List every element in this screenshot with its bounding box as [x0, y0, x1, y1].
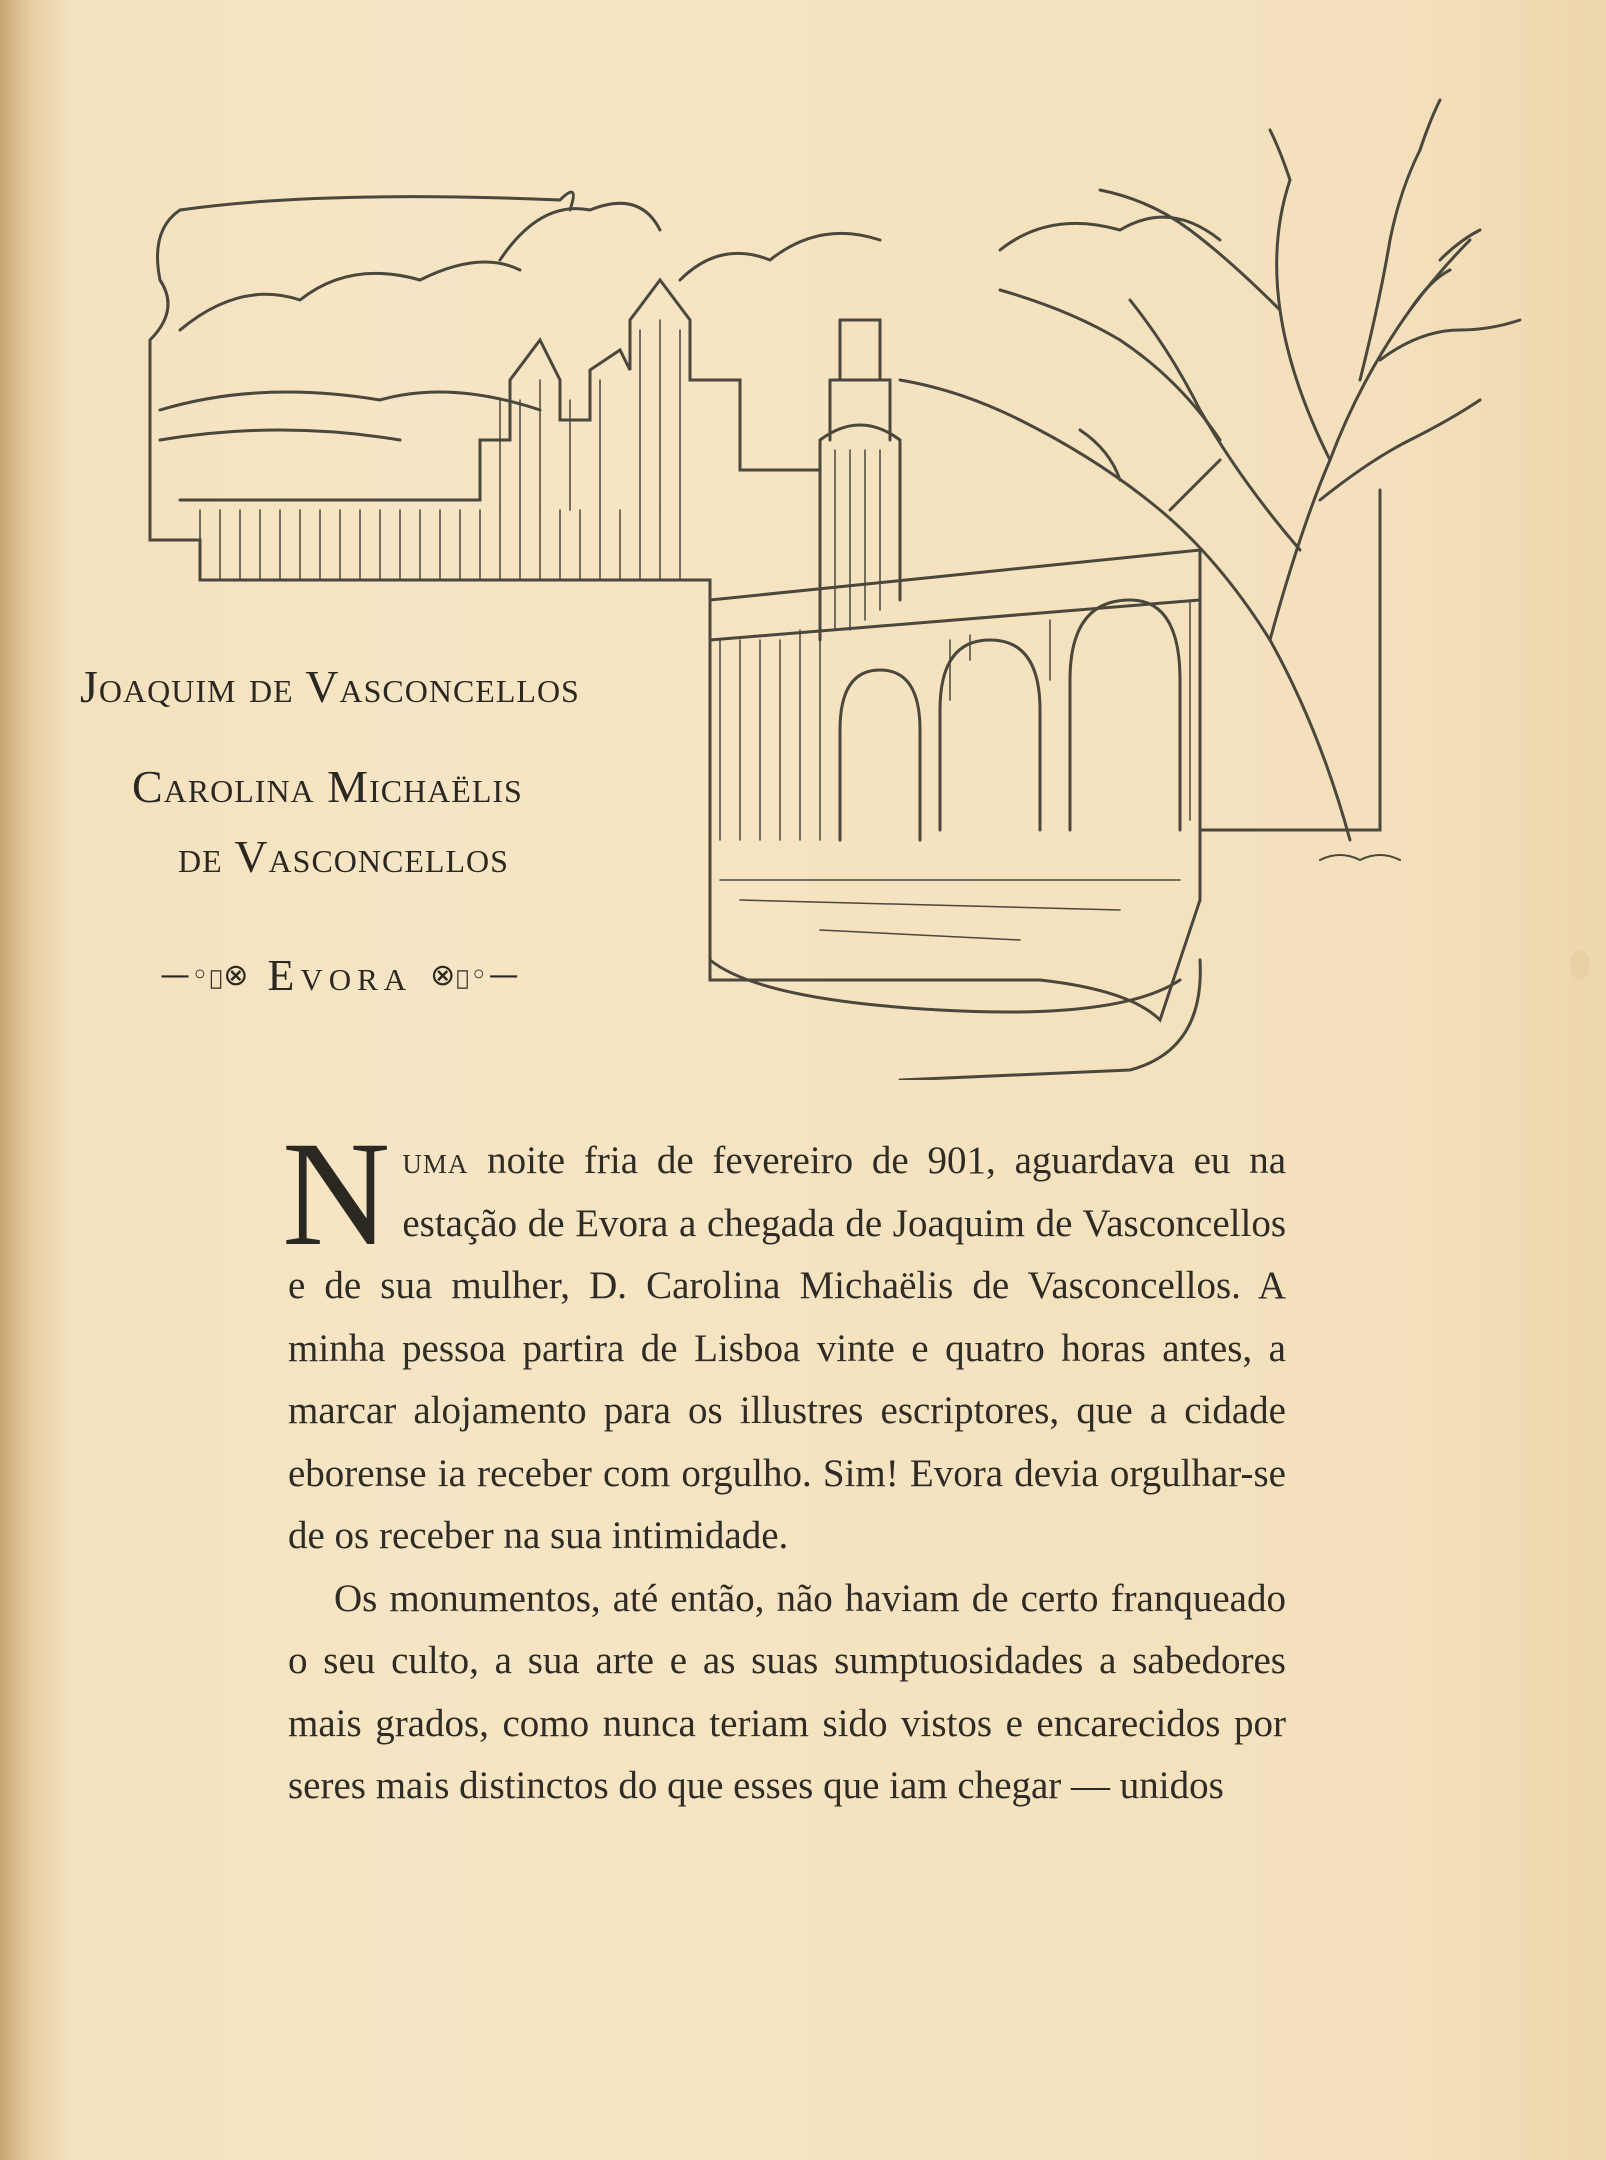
author-name-1: Joaquim de Vasconcellos: [80, 661, 580, 712]
right-flourish-icon: ⊗ი◦—: [430, 958, 520, 993]
drop-cap: N: [282, 1111, 391, 1277]
author-name-2: Carolina Michaëlis: [132, 761, 523, 812]
left-flourish-icon: —◦ა⊗: [160, 958, 250, 993]
opening-smallcaps: uma: [402, 1139, 469, 1182]
paragraph-1-text: noite fria de fevereiro de 901, aguardava eu na estação de Evora a chegada de Joaquim de Vasconcellos e de sua mulher, D. Carolina Michaëlis de Vasconcellos. A minha pessoa partira de Lisboa vinte e quatro horas antes, a marcar alojamento para os illustres escriptores, que a cidade eborense ia receber com orgulho. Sim! Evora devia orgulhar-se de os receber na sua intimidade.: [288, 1139, 1286, 1557]
paragraph-1: [282, 1111, 1286, 1568]
evora-aqueduct-engraving-icon: [120, 80, 1540, 1080]
author-name-2-cont: de Vasconcellos: [178, 831, 509, 882]
place-name: Evora: [267, 951, 413, 1000]
body-text: [282, 1111, 1286, 1818]
paragraph-2: Os monumentos, até então, não haviam de certo franqueado o seu culto, a sua arte e as suas sumptuosidades a sabedores mais grados, como nunca teriam sido vistos e encarecidos por seres mais distinctos do que esses que iam chegar — unidos: [288, 1576, 1286, 1807]
